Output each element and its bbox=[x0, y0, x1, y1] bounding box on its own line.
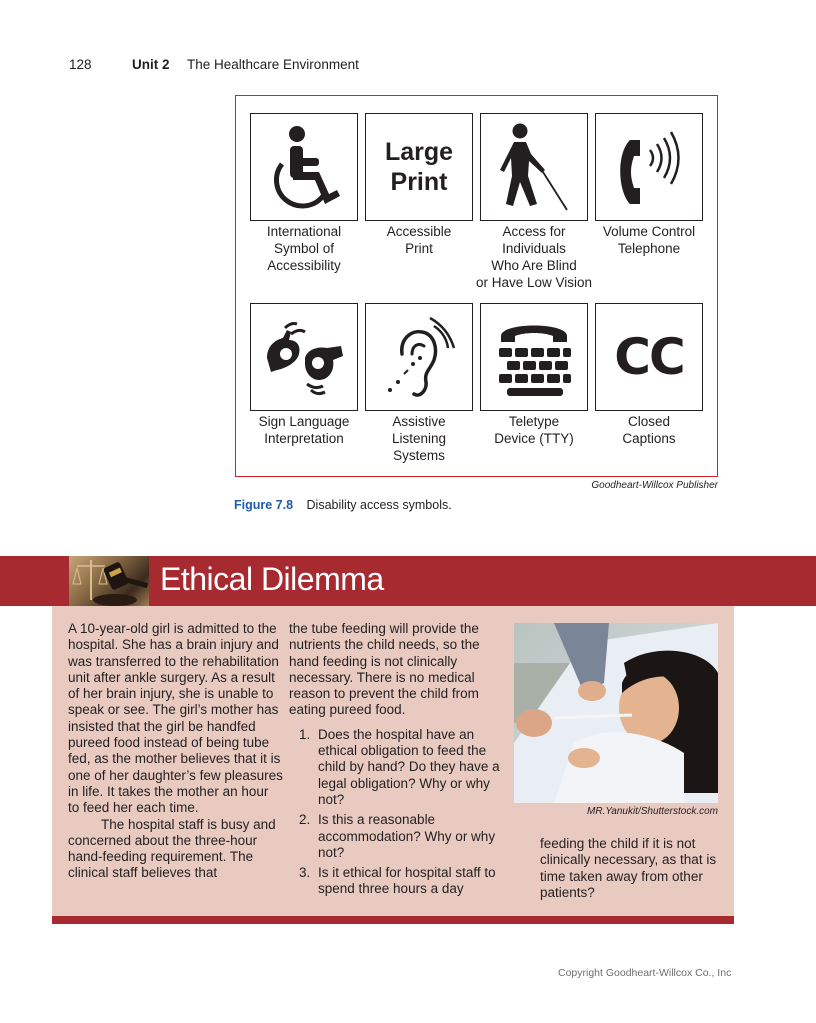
figure-caption-text: Disability access symbols. bbox=[306, 498, 452, 512]
question-number: 3. bbox=[299, 865, 311, 881]
ethical-dilemma-column-1 bbox=[68, 621, 283, 882]
symbol-tile bbox=[250, 303, 358, 411]
gavel-scales-icon bbox=[69, 556, 149, 606]
question-item bbox=[289, 727, 509, 808]
symbol-caption: Sign Language Interpretation bbox=[258, 414, 350, 446]
ethical-dilemma-title: Ethical Dilemma bbox=[160, 561, 384, 597]
symbol-caption: Volume Control Telephone bbox=[602, 224, 696, 256]
assistive-listening-ear-icon bbox=[372, 310, 466, 404]
symbol-caption: Teletype Device (TTY) bbox=[494, 414, 574, 446]
symbol-caption: Accessible Print bbox=[386, 224, 452, 256]
symbol-volume-control-telephone bbox=[595, 113, 703, 257]
ethical-dilemma-column-2 bbox=[289, 621, 509, 902]
photo-credit: MR.Yanukit/Shutterstock.com bbox=[587, 806, 718, 817]
wheelchair-icon bbox=[257, 120, 351, 214]
symbol-tile bbox=[595, 113, 703, 221]
scenario-paragraph-2-continued: the tube feeding will provide the nutrients the child needs, so the hand feeding is not clinically necessary. There is no medical reason to prevent the child from eating pureed food. bbox=[289, 621, 480, 718]
tty-keyboard-icon bbox=[487, 310, 581, 404]
symbol-tile bbox=[365, 113, 473, 221]
unit-label: Unit 2 bbox=[132, 57, 170, 72]
question-text: Is it ethical for hospital staff to spend three hours a day bbox=[318, 865, 496, 897]
scenario-paragraph-1: A 10-year-old girl is admitted to the hospital. She has a brain injury and was transferred to the rehabilitation unit after ankle surgery. As a result of her brain injury, she is unable to speak or see. The girl’s mother has insisted that the girl be handfed pureed food instead of being tube fed, as the mother believes that it is one of her daughter’s few pleasures in life. It takes the mother an hour to feed her each time. bbox=[68, 621, 283, 816]
scenario-paragraph-2: The hospital staff is busy and concerned about the three-hour hand-feeding requirement. The clinical staff believes that bbox=[68, 816, 276, 881]
symbol-closed-captions bbox=[595, 303, 703, 447]
question-3-continued: feeding the child if it is not clinically necessary, as that is time taken away from other patients? bbox=[540, 836, 717, 900]
question-list bbox=[289, 727, 509, 898]
symbol-caption: Closed Captions bbox=[622, 414, 676, 446]
figure-disability-symbols bbox=[235, 95, 718, 477]
sign-language-hands-icon bbox=[257, 310, 351, 404]
question-number: 1. bbox=[299, 726, 311, 742]
hospital-girl-photo bbox=[514, 623, 718, 803]
closed-captions-text: CC bbox=[614, 328, 684, 386]
large-print-text: Large Print bbox=[384, 138, 454, 196]
symbol-tile bbox=[480, 113, 588, 221]
symbol-tty bbox=[480, 303, 588, 447]
symbol-assistive-listening bbox=[365, 303, 473, 464]
symbol-tile bbox=[365, 303, 473, 411]
ethical-dilemma-bottom-rule bbox=[52, 916, 734, 924]
volume-control-telephone-icon bbox=[602, 120, 696, 214]
ethical-dilemma-column-3 bbox=[540, 836, 725, 901]
question-text: Is this a reasonable accommodation? Why or why not? bbox=[318, 812, 496, 860]
question-number: 2. bbox=[299, 812, 311, 828]
symbol-sign-language bbox=[250, 303, 358, 447]
symbol-caption: Assistive Listening Systems bbox=[391, 414, 447, 463]
question-item bbox=[289, 865, 509, 898]
figure-caption bbox=[234, 498, 452, 512]
chapter-title: The Healthcare Environment bbox=[187, 57, 359, 72]
symbol-blind-access bbox=[475, 113, 593, 291]
blind-person-cane-icon bbox=[487, 120, 581, 214]
symbol-accessibility bbox=[250, 113, 358, 274]
page-number: 128 bbox=[69, 57, 92, 72]
question-text: Does the hospital have an ethical obligation to feed the child by hand? Do they have a legal obligation? Why or why not? bbox=[318, 726, 500, 807]
symbol-accessible-print bbox=[365, 113, 473, 257]
question-item bbox=[289, 812, 509, 861]
figure-credit: Goodheart-Willcox Publisher bbox=[591, 480, 718, 491]
symbol-tile bbox=[595, 303, 703, 411]
figure-label: Figure 7.8 bbox=[234, 498, 294, 512]
symbol-caption: Access for Individuals Who Are Blind or Have Low Vision bbox=[475, 224, 593, 290]
copyright-footer: Copyright Goodheart-Willcox Co., Inc bbox=[558, 967, 732, 979]
symbol-tile bbox=[480, 303, 588, 411]
symbol-tile bbox=[250, 113, 358, 221]
symbol-caption: International Symbol of Accessibility bbox=[266, 224, 342, 273]
